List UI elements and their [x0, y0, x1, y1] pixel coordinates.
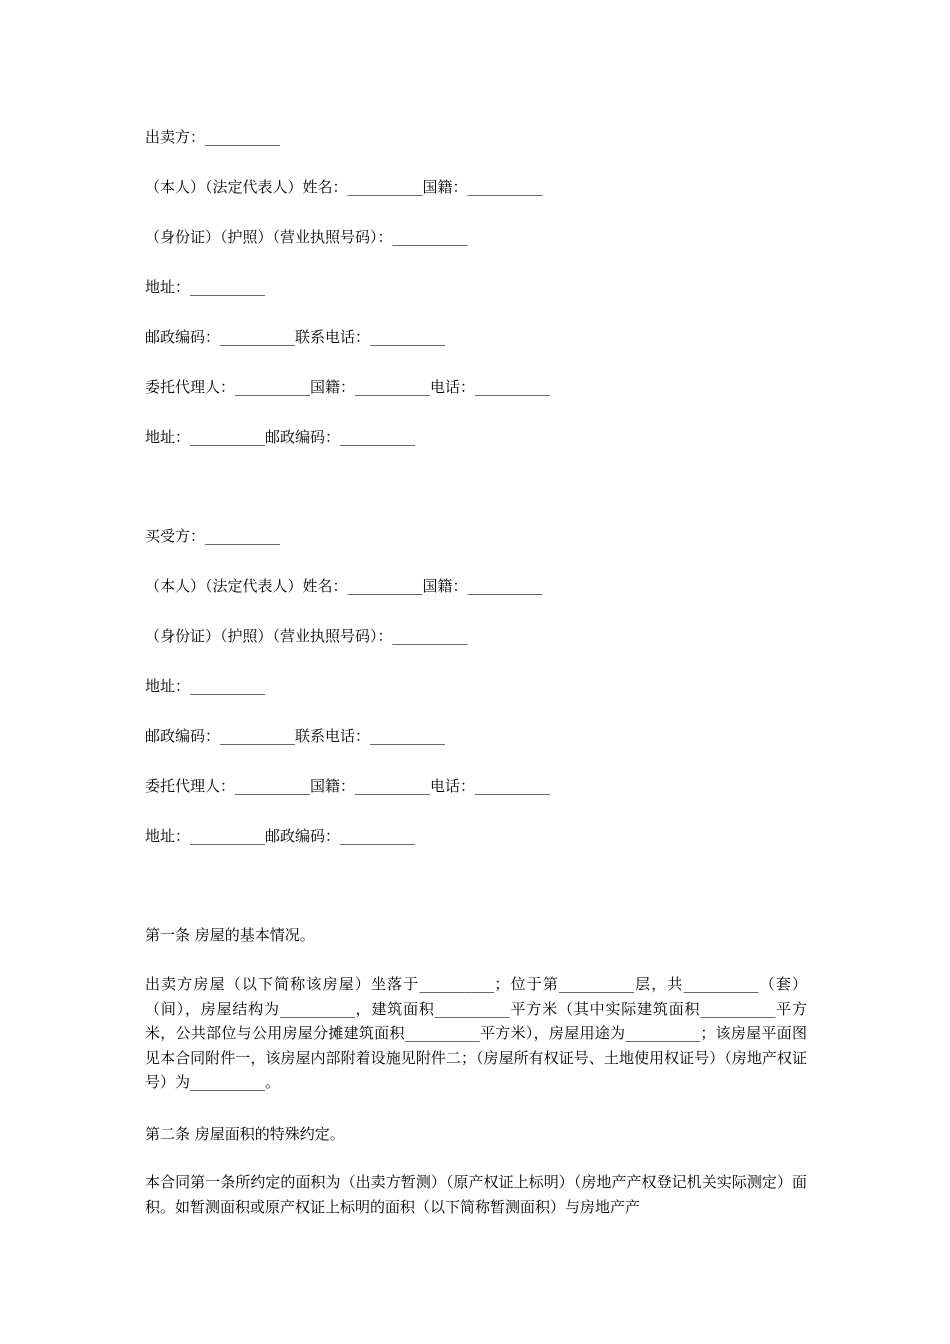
article-2-heading: 第二条 房屋面积的特殊约定。	[145, 1125, 345, 1143]
article-2-body: 本合同第一条所约定的面积为（出卖方暂测）（原产权证上标明）（房地产产权登记机关实际测定）面积。如暂测面积或原产权证上标明的面积（以下简称暂测面积）与房地产产	[145, 1173, 807, 1216]
buyer-address: 地址：__________	[145, 677, 266, 695]
seller-name-line: （本人）（法定代表人）姓名：__________国籍：__________	[145, 178, 543, 196]
buyer-agent: 委托代理人：__________国籍：__________电话：__________	[145, 777, 551, 795]
buyer-postal-phone: 邮政编码：__________联系电话：__________	[145, 727, 446, 745]
article-1-heading: 第一条 房屋的基本情况。	[145, 926, 315, 944]
seller-address: 地址：__________	[145, 278, 266, 296]
buyer-id-line: （身份证）（护照）（营业执照号码）：__________	[145, 627, 468, 645]
buyer-title: 买受方：__________	[145, 527, 281, 545]
buyer-name-line: （本人）（法定代表人）姓名：__________国籍：__________	[145, 577, 543, 595]
seller-agent-address: 地址：__________邮政编码：__________	[145, 428, 416, 446]
seller-postal-phone: 邮政编码：__________联系电话：__________	[145, 328, 446, 346]
article-1-body: 出卖方房屋（以下简称该房屋）坐落于__________；位于第__________层，共__________（套）（间），房屋结构为__________，建筑面积__________平方米（其中实际建筑面积__________平方米，公共部位与公用房屋分摊建筑面积__________平方米），房屋用途为__________；该房屋平面图见本合同附件一，该房屋内部附着设施见附件二；（房屋所有权证号、土地使用权证号）（房地产权证号）为__________。	[145, 975, 807, 1091]
seller-id-line: （身份证）（护照）（营业执照号码）：__________	[145, 228, 468, 246]
seller-agent: 委托代理人：__________国籍：__________电话：__________	[145, 378, 551, 396]
seller-title: 出卖方：__________	[145, 128, 281, 146]
buyer-agent-address: 地址：__________邮政编码：__________	[145, 827, 416, 845]
